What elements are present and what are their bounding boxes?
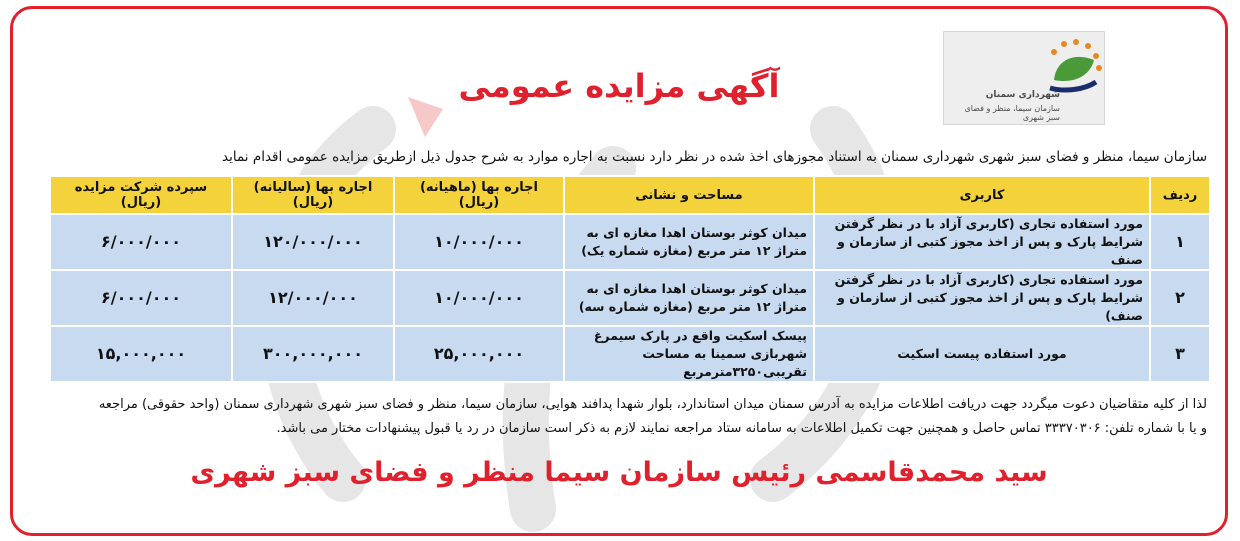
cell-deposit: ۶/۰۰۰/۰۰۰ — [50, 214, 232, 270]
header-row-number: ردیف — [1150, 176, 1210, 214]
cell-area: پیسک اسکیت واقع در پارک سیمرغ شهربازی سمینا به مساحت تقریبی۳۲۵۰مترمربع — [564, 326, 814, 382]
signature: سید محمدقاسمی رئیس سازمان سیما منظر و فضای سبز شهری — [190, 457, 1048, 488]
cell-monthly-rent: ۲۵,۰۰۰,۰۰۰ — [394, 326, 564, 382]
footer-line-phone: و یا با شماره تلفن: ۳۳۳۷۰۳۰۶ تماس حاصل و همچنین جهت تکمیل اطلاعات به سامانه ستاد مراجعه نمایند لازم به ذکر است سازمان در رد یا قبول پیشنهادات مختار می باشد. — [276, 421, 1207, 436]
page-title: آگهی مزایده عمومی — [458, 67, 780, 105]
footer-line-address: لذا از کلیه متقاضیان دعوت میگردد جهت دریافت اطلاعات مزایده به آدرس سمنان میدان استاندارد، بلوار شهدا پدافند هوایی، سازمان سیما، منظر و فضای سبز شهری شهرداری سمنان (واحد حقوقی) مراجعه — [98, 397, 1207, 412]
table-header-row — [50, 176, 1210, 214]
header-area: مساحت و نشانی — [564, 176, 814, 214]
cell-deposit: ۱۵,۰۰۰,۰۰۰ — [50, 326, 232, 382]
cell-monthly-rent: ۱۰/۰۰۰/۰۰۰ — [394, 214, 564, 270]
table-row — [50, 270, 1210, 326]
cell-area: میدان کوثر بوستان اهدا مغازه ای به متراژ ۱۲ متر مربع (مغازه شماره سه) — [564, 270, 814, 326]
logo-city-name: شهرداری سمنان — [985, 90, 1060, 100]
cell-deposit: ۶/۰۰۰/۰۰۰ — [50, 270, 232, 326]
logo-org-name: سازمان سیما، منظر و فضای سبز شهری — [964, 104, 1060, 122]
footer-text — [27, 393, 1207, 441]
table-row — [50, 214, 1210, 270]
cell-area: میدان کوثر بوستان اهدا مغازه ای به متراژ ۱۲ متر مربع (مغازه شماره یک) — [564, 214, 814, 270]
cell-row-number: ۳ — [1150, 326, 1210, 382]
cell-monthly-rent: ۱۰/۰۰۰/۰۰۰ — [394, 270, 564, 326]
auction-table — [49, 175, 1211, 383]
header-yearly-rent: اجاره بها (سالیانه) (ریال) — [232, 176, 394, 214]
header-usage: کاربری — [814, 176, 1150, 214]
header-monthly-rent: اجاره بها (ماهیانه) (ریال) — [394, 176, 564, 214]
cell-usage: مورد استفاده تجاری (کاربری آزاد با در نظر گرفتن شرایط پارک و پس از اخذ مجوز کتبی از سازمان و صنف — [814, 214, 1150, 270]
cell-usage: مورد استفاده تجاری (کاربری آزاد با در نظر گرفتن شرایط پارک و پس از اخذ مجوز کتبی از سازمان و صنف) — [814, 270, 1150, 326]
table-row — [50, 326, 1210, 382]
cell-yearly-rent: ۱۲/۰۰۰/۰۰۰ — [232, 270, 394, 326]
header-deposit: سپرده شرکت مزایده (ریال) — [50, 176, 232, 214]
cell-row-number: ۱ — [1150, 214, 1210, 270]
notice-frame — [10, 6, 1228, 536]
cell-yearly-rent: ۳۰۰,۰۰۰,۰۰۰ — [232, 326, 394, 382]
cell-yearly-rent: ۱۲۰/۰۰۰/۰۰۰ — [232, 214, 394, 270]
intro-text: سازمان سیما، منظر و فضای سبز شهری شهرداری سمنان به استناد مجوزهای اخذ شده در نظر دارد نسبت به اجاره موارد به شرح جدول ذیل ازطریق مزایده عمومی اقدام نماید — [222, 149, 1207, 165]
cell-usage: مورد استفاده پیست اسکیت — [814, 326, 1150, 382]
cell-row-number: ۲ — [1150, 270, 1210, 326]
